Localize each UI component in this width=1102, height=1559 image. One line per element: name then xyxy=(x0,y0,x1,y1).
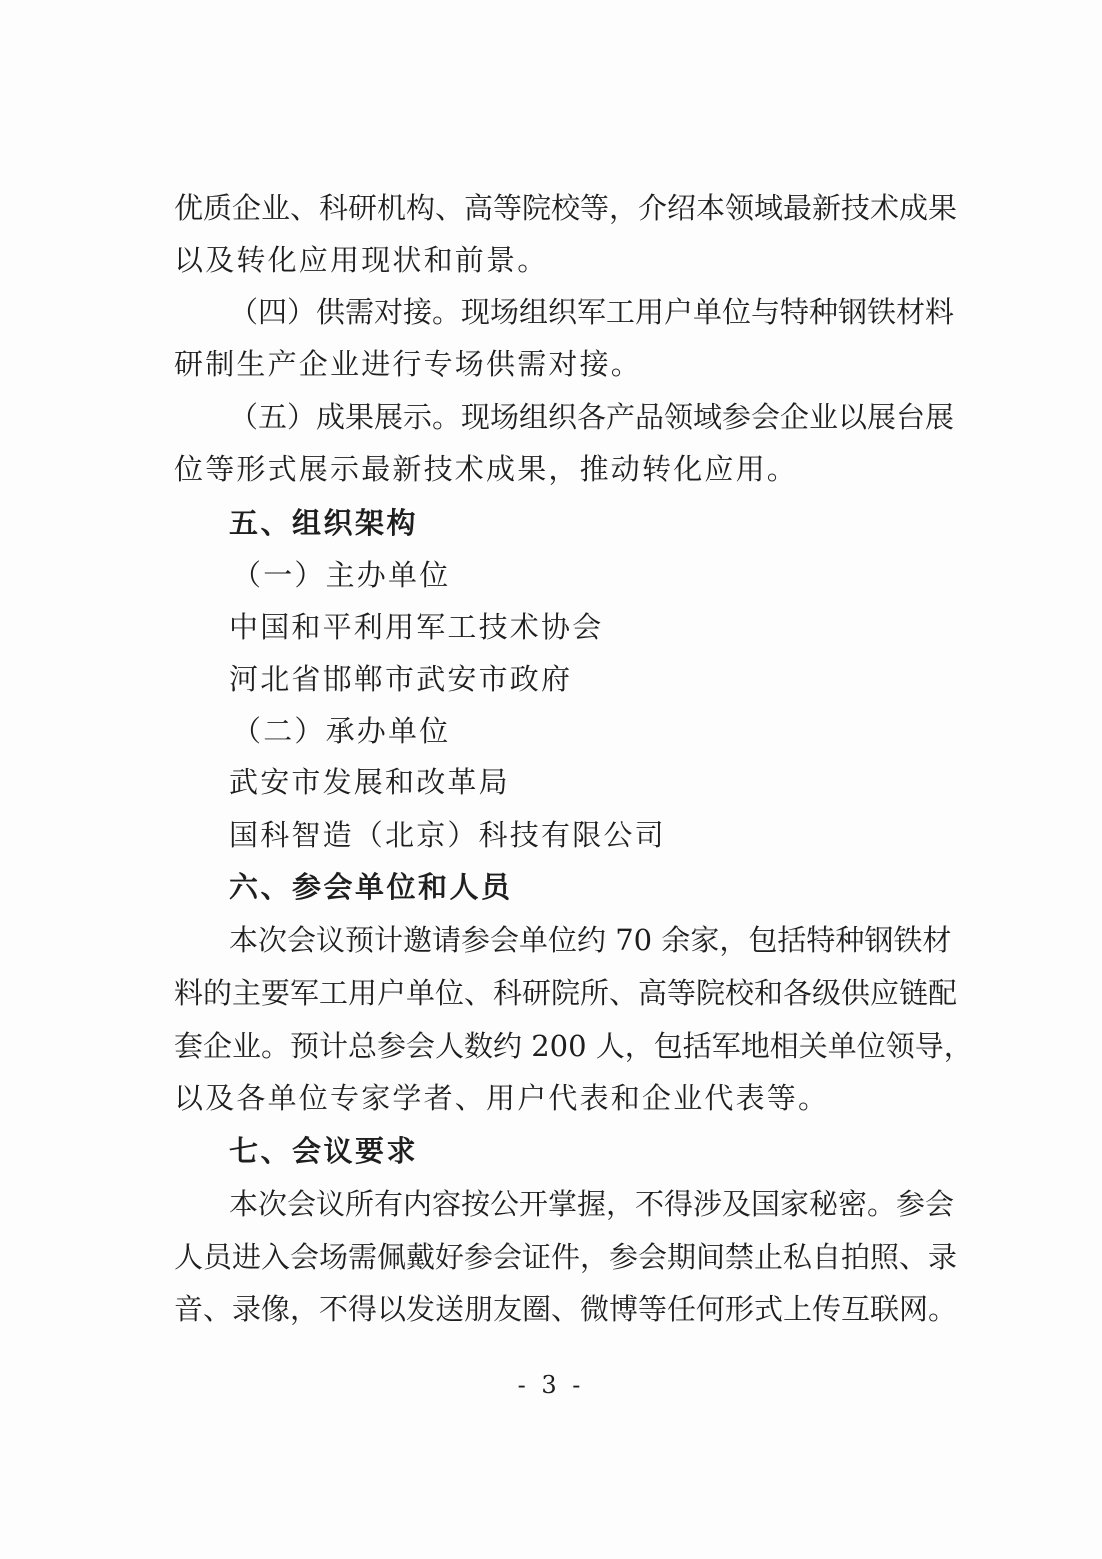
paragraph-line: 人员进入会场需佩戴好参会证件，参会期间禁止私自拍照、录 xyxy=(174,1240,958,1274)
subheading-host: （一）主办单位 xyxy=(232,558,451,592)
paragraph-line: 位等形式展示最新技术成果，推动转化应用。 xyxy=(174,452,799,486)
paragraph-line: 以及各单位专家学者、用户代表和企业代表等。 xyxy=(174,1081,830,1115)
paragraph-line: 料的主要军工用户单位、科研院所、高等院校和各级供应链配 xyxy=(174,976,958,1010)
section-heading-organization: 五、组织架构 xyxy=(229,506,419,540)
paragraph-line: 优质企业、科研机构、高等院校等，介绍本领域最新技术成果 xyxy=(174,191,958,225)
section-heading-participants: 六、参会单位和人员 xyxy=(229,870,513,904)
paragraph-line: 本次会议所有内容按公开掌握，不得涉及国家秘密。参会 xyxy=(229,1187,955,1221)
host-organization: 河北省邯郸市武安市政府 xyxy=(229,662,573,696)
organizer-organization: 武安市发展和改革局 xyxy=(229,765,510,799)
paragraph-line: 音、录像，不得以发送朋友圈、微博等任何形式上传互联网。 xyxy=(174,1292,958,1326)
section-heading-requirements: 七、会议要求 xyxy=(229,1134,419,1168)
paragraph-line: 套企业。预计总参会人数约 200 人，包括军地相关单位领导， xyxy=(174,1029,973,1063)
subheading-organizer: （二）承办单位 xyxy=(232,714,451,748)
organizer-organization: 国科智造（北京）科技有限公司 xyxy=(229,818,666,852)
paragraph-line: 以及转化应用现状和前景。 xyxy=(174,243,549,277)
item-five-heading-line: （五）成果展示。现场组织各产品领域参会企业以展台展 xyxy=(229,400,955,434)
paragraph-line: 本次会议预计邀请参会单位约 70 余家，包括特种钢铁材 xyxy=(229,923,952,957)
host-organization: 中国和平利用军工技术协会 xyxy=(229,610,604,644)
item-four-heading-line: （四）供需对接。现场组织军工用户单位与特种钢铁材料 xyxy=(229,295,955,329)
paragraph-line: 研制生产企业进行专场供需对接。 xyxy=(174,347,643,381)
page-number: - 3 - xyxy=(517,1371,585,1399)
